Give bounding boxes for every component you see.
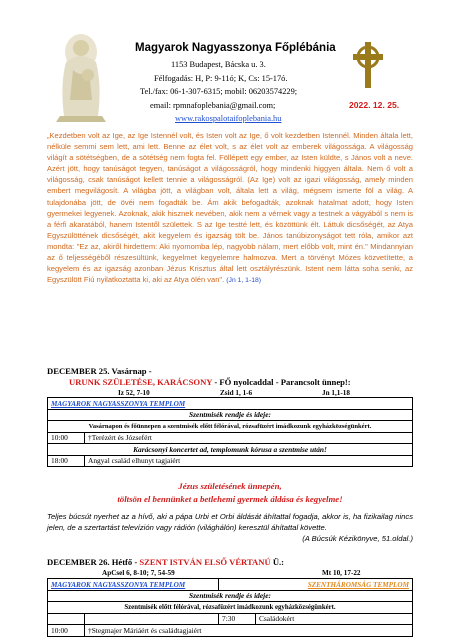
celtic-cross-icon [351, 40, 385, 90]
table-row [48, 432, 413, 444]
day2-date: DECEMBER 26. Hétfő - [47, 557, 138, 567]
mass-intention: †Terézért és Józsefért [85, 432, 413, 444]
gospel-text: „Kezdetben volt az Ige, az Ige Istennél volt, és Isten volt az Ige, ő volt kezdetben Istennél. Minden általa lett, nélküle semmi sem lett, ami lett. Benne az élet volt, s az élet volt az emberek világossága. A világosság világít a sötétségben, de a sötétség nem fogta fel. Föllépett egy ember, az Isten küldte, s János volt a neve. Azért jött, hogy tanúságot tegyen, tanúságot a világosságról, hogy mindenki higgyen általa. Nem ő volt a világosság, csak tanúságot kellett tennie a világosságról. (Az Ige) volt az igazi világosság, amely minden embert megvilágosít. A világba jött, a világban volt, általa lett a világ, mégsem ismerte föl a világ. A tulajdonába jött, de övéi nem fogadták be. Ám akik befogadták, azoknak hatalmat adott, hogy Isten gyermekei legyenek. Azoknak, akik hisznek nevében, akik nem a vérnek vagy a testnek a vágyából s nem is a férfi akaratából, hanem Istentől születtek. S az Ige testté lett, és közöttünk élt. Láttuk dicsőségét, az Atya Egyszülöttének dicsőségét, akit kegyelem és igazság tölt be. János tanúbizonyságot tett róla, amikor azt mondta: "Ez az, akiről hirdettem: Aki nyomomba lép, nagyobb nálam, mert előbb volt, mint én." Mindannyian az ő teljességéből részesültünk, kegyelmet kegyelemre halmozva. Mert a törvényt Mózes közvetítette, a kegyelem és az igazság azonban Jézus Krisztus által lett osztályrészünk. Istent nem látta soha senki, az Egyszülött Fiú nyilatkoztatta ki, aki az Atya ölén van". [47, 131, 413, 285]
gospel-quote [47, 130, 413, 286]
day1-mass-heading: Szentmisék rendje és ideje: [48, 409, 413, 421]
day1-heading [47, 366, 427, 376]
christmas-wish [47, 480, 413, 505]
day1-schedule-table [47, 397, 413, 467]
indulgence-source: (A Búcsúk Kézikönyve, 51.oldal.) [302, 534, 413, 543]
indulgence-text: Teljes búcsút nyerhet az a hívő, aki a pápa Urbi et Orbi áldását áhítattal fogadja, akkor is, ha fizikailag nincs jelen, de a szertartást televízión vagy rádión (világhálón) keresztül áhítattal követte. [47, 512, 413, 532]
day2-rank: Ü.: [272, 557, 285, 567]
website-link[interactable]: www.rakospalotaifoplebania.hu [175, 114, 282, 123]
mass-intention: Angyal család elhunyt tagjaiért [85, 455, 413, 467]
office-hours: Félfogadás: H, P: 9-11ó; K, Cs: 15-17ó. [154, 74, 288, 83]
madonna-statue-icon [40, 30, 122, 122]
mass-time: 10:00 [48, 625, 85, 637]
day1-date: DECEMBER 25. Vasárnap - [47, 366, 152, 376]
indulgence-note [47, 511, 413, 544]
day2-church: MAGYAROK NAGYASSZONYA TEMPLOM [48, 579, 219, 591]
parish-name: Magyarok Nagyasszonya Főplébánia [135, 42, 336, 54]
day2-reading1: ApCsel 6, 8-10; 7, 54-59 [102, 569, 175, 577]
table-row [48, 613, 413, 625]
bulletin-date: 2022. 12. 25. [349, 100, 400, 110]
christmas-wish-line2: töltsön el bennünket a betlehemi gyermek áldása és kegyelme! [117, 493, 343, 504]
mass-time: 10:00 [48, 432, 85, 444]
table-row [48, 455, 413, 467]
mass-time: 7:30 [219, 613, 256, 625]
mass-intention: †Stegmajer Máriáért és családtagjaiért [85, 625, 413, 637]
day1-feast: URUNK SZÜLETÉSE, KARÁCSONY [69, 377, 213, 387]
mass-intention: Családokért [256, 613, 413, 625]
table-row [48, 444, 413, 456]
day2-feast: SZENT ISTVÁN ELSŐ VÉRTANÚ [139, 557, 271, 567]
day1-rank: - FŐ nyolcaddal - Parancsolt ünnep!: [214, 377, 351, 387]
address: 1153 Budapest, Bácska u. 3. [171, 60, 266, 69]
day2-heading [47, 557, 427, 567]
gospel-reference: (Jn 1, 1-18) [226, 277, 262, 285]
concert-note: Karácsonyi koncertet ad, templomunk kórusa a szentmise után! [48, 444, 413, 456]
mass-time: 18:00 [48, 455, 85, 467]
day1-note: Vasárnapon és főünnepen a szentmisék előtt félórával, rózsafüzért imádkozunk egyházközségünkért. [48, 421, 413, 433]
day2-reading2: Mt 10, 17-22 [322, 569, 361, 577]
day2-schedule-table [47, 578, 413, 637]
phone: Tel./fax: 06-1-307-6315; mobil: 06203574229; [140, 87, 298, 96]
day2-church2: SZENTHÁROMSÁG TEMPLOM [219, 579, 413, 591]
day1-reading2: Zsid 1, 1-6 [220, 389, 253, 397]
day1-church: MAGYAROK NAGYASSZONYA TEMPLOM [48, 398, 413, 410]
day1-reading3: Jn 1,1-18 [322, 389, 350, 397]
day2-mass-heading: Szentmisék rendje és ideje: [48, 590, 413, 602]
christmas-wish-line1: Jézus születésének ünnepén, [178, 481, 282, 491]
table-row [48, 625, 413, 637]
day1-feast-line [69, 377, 449, 387]
day2-note: Szentmisék előtt félórával, rózsafüzért imádkozunk egyházközségünkért. [48, 602, 413, 614]
day1-reading1: Iz 52, 7-10 [118, 389, 150, 397]
email: email: rpmnafoplebania@gmail.com; [150, 101, 276, 110]
